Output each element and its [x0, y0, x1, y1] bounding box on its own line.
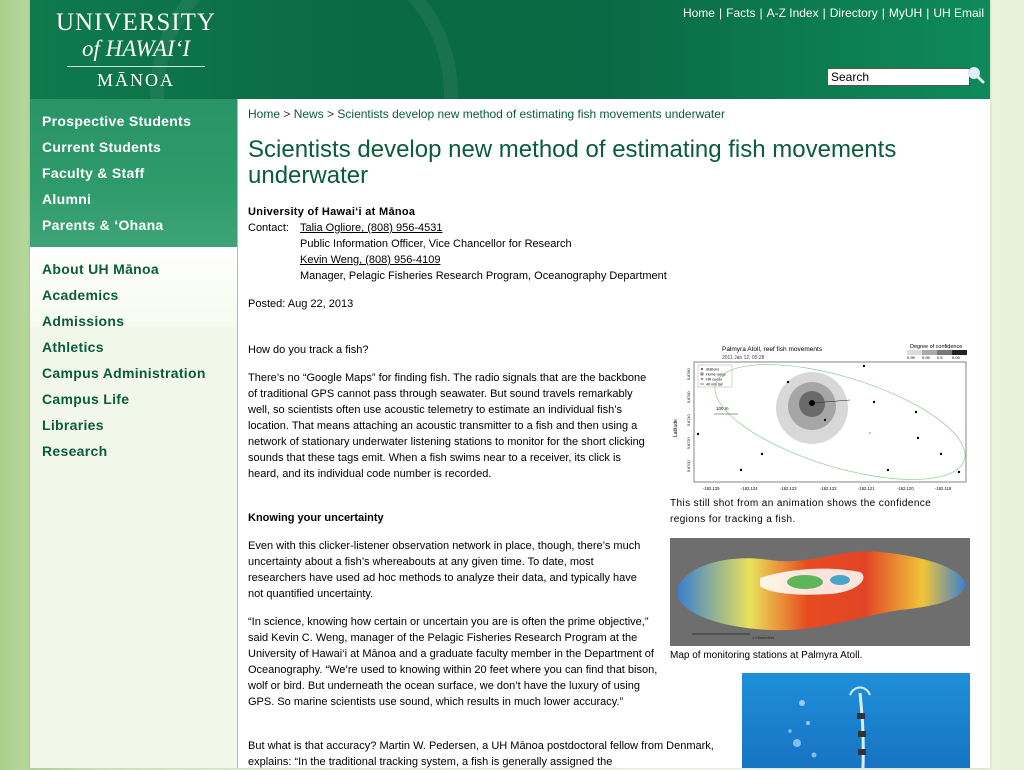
nav-campus-administration[interactable]: Campus Administration: [42, 365, 206, 381]
nav-admissions[interactable]: Admissions: [42, 313, 125, 329]
x-tick: -162.124: [741, 486, 758, 491]
nav-research[interactable]: Research: [42, 443, 108, 459]
map-scale-label: 4 Kilometers: [752, 635, 775, 640]
nav-athletics[interactable]: Athletics: [42, 339, 104, 355]
page: [30, 0, 990, 768]
plot-title: Palmyra Atoll, reef fish movements: [722, 346, 823, 353]
uh-manoa-logo[interactable]: [56, 10, 216, 90]
logo-line2: of HAWAI‘I: [81, 36, 191, 61]
util-link-home[interactable]: Home: [682, 6, 715, 20]
y-tick: 5.8780: [687, 368, 691, 380]
contact1-link[interactable]: Talia Ogliore, (808) 956-4531: [300, 222, 443, 234]
search-icon[interactable]: [967, 66, 985, 84]
station: [787, 381, 789, 383]
breadcrumb-home[interactable]: Home: [248, 107, 281, 121]
breadcrumb-current[interactable]: Scientists develop new method of estimating fish movements underwater: [337, 107, 725, 121]
plot-date: 2011 Jan 12, 05:28: [722, 355, 765, 361]
legend-entry: HR center: [706, 377, 723, 382]
nav-parents-ohana[interactable]: Parents & ‘Ohana: [42, 217, 164, 233]
x-tick: -162.119: [935, 486, 952, 491]
paragraph-1: How do you track a fish?: [248, 344, 369, 356]
nav-libraries[interactable]: Libraries: [42, 417, 104, 433]
station: [958, 471, 960, 473]
logo-line1: UNIVERSITY: [56, 9, 216, 36]
figure-1-caption: This still shot from an animation shows the confidence regions for tracking a fish.: [670, 498, 932, 525]
legend-entry: Stations: [706, 367, 719, 372]
figure-2-caption: Map of monitoring stations at Palmyra Atoll.: [670, 650, 863, 661]
audience-nav: [30, 99, 237, 247]
bubble: [806, 721, 810, 725]
contact1-role: Public Information Officer, Vice Chancellor for Research: [300, 238, 572, 250]
y-tick: 5.8700: [687, 460, 691, 472]
nav-faculty-staff[interactable]: Faculty & Staff: [42, 165, 145, 181]
station: [740, 469, 742, 471]
nav-academics[interactable]: Academics: [42, 287, 119, 303]
legend-entry: Home range: [706, 372, 726, 377]
sidebar-divider: [237, 99, 238, 768]
underwater-receiver-photo[interactable]: [742, 673, 970, 768]
contact2-role: Manager, Pelagic Fisheries Research Program, Oceanography Department: [300, 270, 667, 282]
figure-underwater-photo: [742, 673, 970, 768]
article-org: University of Hawai‘i at Mānoa: [248, 206, 416, 218]
confidence-tick: 0.05: [952, 355, 960, 360]
x-tick: -162.120: [897, 486, 914, 491]
scale-bar-label: 100 m: [716, 406, 729, 411]
receiver: [858, 749, 866, 755]
sidebar: [30, 99, 237, 768]
nav-current-students[interactable]: Current Students: [42, 139, 162, 155]
nav-prospective-students[interactable]: Prospective Students: [42, 113, 192, 129]
legend-entry: 40 min tail: [706, 382, 723, 387]
util-link-myuh[interactable]: MyUH: [888, 6, 923, 20]
receiver: [857, 713, 865, 719]
station: [697, 433, 699, 435]
confidence-tick: 0.5: [937, 355, 943, 360]
search-input[interactable]: Search: [827, 68, 970, 86]
posted-date: Posted: Aug 22, 2013: [248, 298, 354, 310]
site-header: [30, 0, 990, 99]
nav-about[interactable]: About UH Mānoa: [42, 261, 159, 277]
bubble: [788, 729, 792, 733]
util-link-directory[interactable]: Directory: [829, 6, 878, 20]
nav-alumni[interactable]: Alumni: [42, 191, 92, 207]
breadcrumb-news[interactable]: News: [293, 107, 324, 121]
station: [863, 365, 865, 367]
util-link-az-index[interactable]: A-Z Index: [766, 6, 819, 20]
breadcrumb: Home > News > Scientists develop new method of estimating fish movements underwater: [248, 107, 725, 121]
y-tick: 5.8740: [687, 414, 691, 426]
station: [915, 411, 917, 413]
subheading: Knowing your uncertainty: [248, 512, 384, 524]
confidence-tick: 0.99: [907, 355, 915, 360]
island: [787, 575, 823, 589]
paragraph-4: “In science, knowing how certain or uncertain you are is often the prime objective,” said Kevin C. Weng, manager of the Pelagic Fisheries Research Program at the University of Hawai‘i at Mānoa and a graduate faculty member in the Department of Oceanography. “We’re used to knowing within 20 feet where you can find that bison, wolf or bird. But underneath the ocean surface, we don’t have the luxury of using GPS. So marine scientists use sound, which results in much lower accuracy.”: [248, 616, 658, 708]
station: [761, 453, 763, 455]
confidence-label: Degree of confidence: [910, 344, 963, 350]
paragraph-3: Even with this clicker-listener observation network in place, though, there’s much uncertainty about a fish’s whereabouts at any given time. To date, most researchers have used ad hoc methods to analyze their data, and typically have not quantified uncertainty.: [248, 540, 641, 600]
util-link-facts[interactable]: Facts: [726, 6, 756, 20]
bubble: [812, 753, 817, 758]
contact-label: Contact:: [248, 222, 289, 234]
fish-movement-plot[interactable]: [670, 342, 970, 494]
x-tick: -162.125: [703, 486, 720, 491]
x-tick: -162.123: [780, 486, 797, 491]
util-link-uh-email[interactable]: UH Email: [933, 6, 984, 20]
x-tick: -162.121: [858, 486, 875, 491]
station: [869, 432, 871, 434]
contact2-link[interactable]: Kevin Weng, (808) 956-4109: [300, 254, 441, 266]
nav-campus-life[interactable]: Campus Life: [42, 391, 130, 407]
station: [873, 401, 875, 403]
logo-line3: MĀNOA: [96, 70, 175, 90]
y-tick: 5.8720: [687, 437, 691, 449]
x-tick: -162.122: [820, 486, 837, 491]
y-axis-label: Latitude: [673, 419, 679, 437]
station: [940, 453, 942, 455]
logo-rule: [67, 66, 205, 67]
confidence-tick: 0.95: [922, 355, 930, 360]
y-tick: 5.8760: [687, 391, 691, 403]
station: [917, 437, 919, 439]
paragraph-2: There’s no “Google Maps” for finding fish. The radio signals that are the backbone of traditional GPS cannot pass through seawater. But sound travels remarkably well, so scientists often use acoustic telemetry to estimate an individual fish’s location. That means attaching an acoustic transmitter to a fish and then using a network of stationary underwater listening stations to monitor for the short clicking sounds that these tags emit. When a fish swims near to a receiver, its click is heard, and its individual code number is recorded.: [248, 372, 647, 480]
lagoon-deep: [830, 575, 850, 585]
bubble: [793, 739, 801, 747]
article-title: Scientists develop new method of estimating fish movements underwater: [248, 136, 897, 189]
station: [824, 419, 826, 421]
bubble: [799, 700, 805, 706]
utility-nav: Home | Facts | A-Z Index | Directory | MyUH | UH Email: [682, 6, 984, 20]
station: [887, 469, 889, 471]
figure-palmyra-map: [670, 538, 970, 664]
receiver: [858, 731, 866, 737]
figure-fish-movements: [670, 342, 970, 528]
palmyra-atoll-map[interactable]: [670, 538, 970, 646]
paragraph-5: But what is that accuracy? Martin W. Pedersen, a UH Mānoa postdoctoral fellow from Denmark, explains: “In the traditional tracking system, a fish is generally assigned the: [248, 740, 714, 768]
